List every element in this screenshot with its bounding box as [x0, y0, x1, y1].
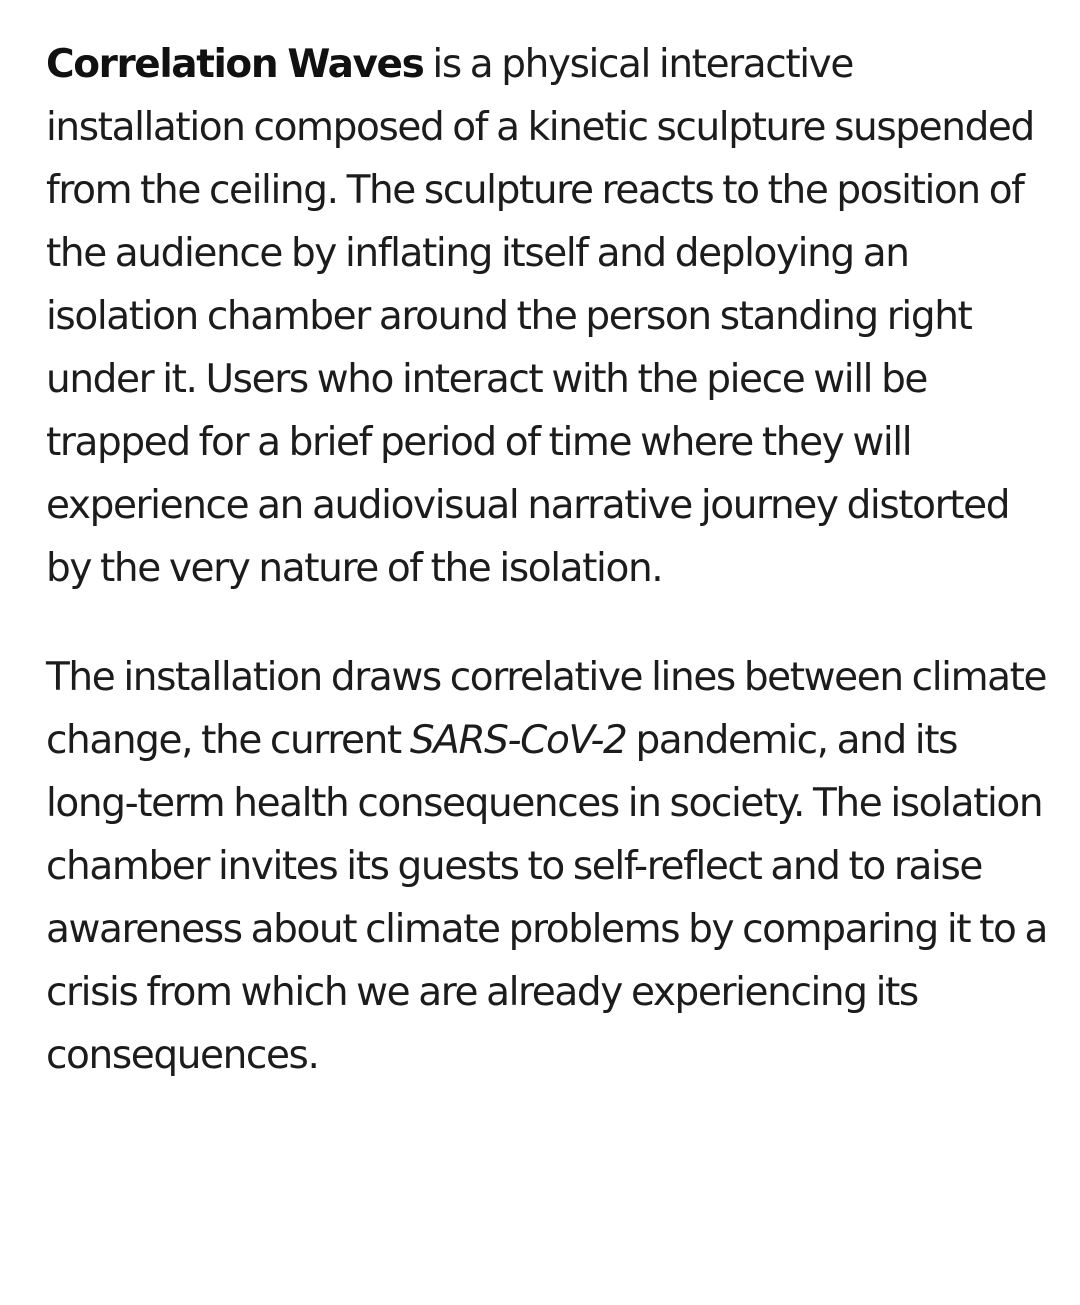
context-paragraph [46, 646, 1056, 1087]
context-text-after: pandemic, and its long-term health consequences in society. The isolation chamber invites its guests to self-reflect and to raise awareness about climate problems by comparing it to a crisis from which we are already experiencing its consequences. [46, 718, 1048, 1078]
installation-title: Correlation Waves [46, 42, 424, 87]
intro-text: is a physical interactive installation composed of a kinetic sculpture suspended from the ceiling. The sculpture reacts to the position of the audience by inflating itself and deploying an isolation chamber around the person standing right under it. Users who interact with the piece will be trapped for a brief period of time where they will experience an audiovisual narrative journey distorted by the very nature of the isolation. [46, 42, 1034, 591]
intro-paragraph [46, 33, 1056, 600]
context-text-before: The installation draws correlative lines between climate change, the current [46, 655, 1047, 763]
article-body [46, 33, 1056, 1087]
virus-name: SARS-CoV-2 [409, 718, 627, 763]
